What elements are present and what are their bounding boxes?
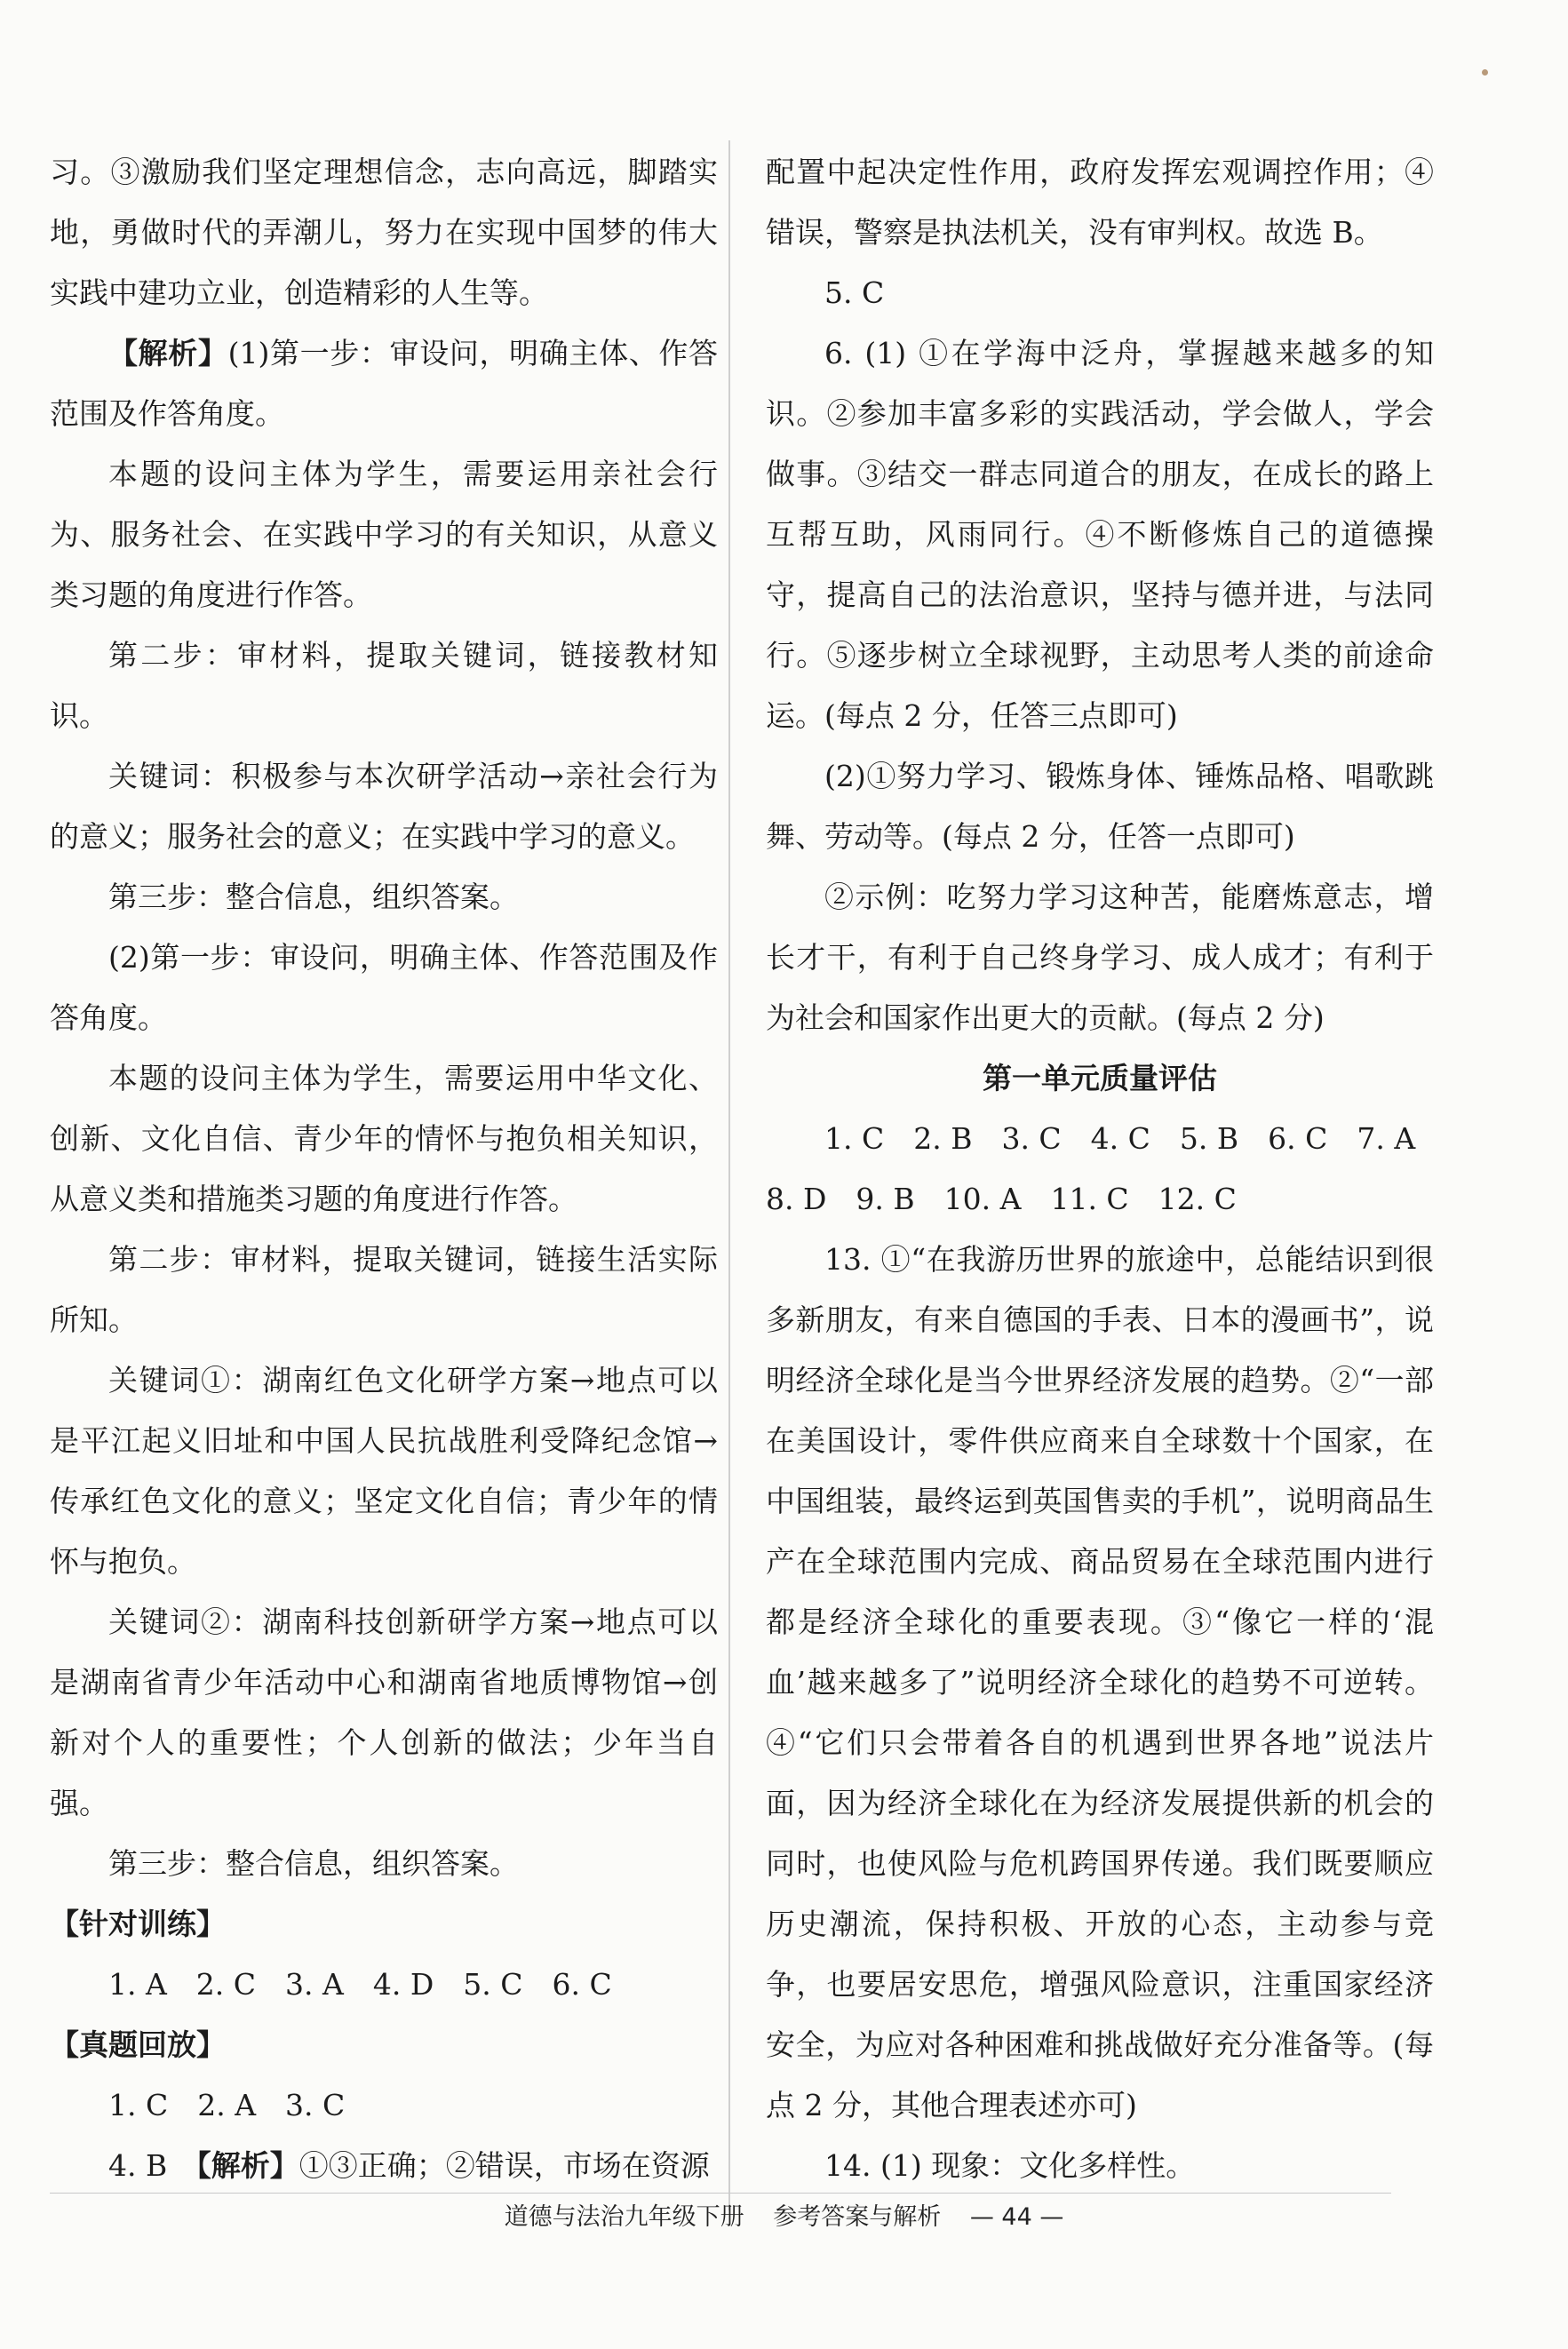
paragraph: (2)第一步：审设问，明确主体、作答范围及作答角度。 <box>50 940 718 1035</box>
analysis-label: 【解析】 <box>196 2148 299 2183</box>
paragraph: 第二步：审材料，提取关键词，链接教材知识。 <box>50 638 718 733</box>
footer-book-title: 道德与法治九年级下册 <box>504 2203 744 2231</box>
paragraph: 14. (1) 现象：文化多样性。 <box>824 2148 1196 2183</box>
paragraph: 关键词：积极参与本次研学活动→亲社会行为的意义；服务社会的意义；在实践中学习的意义。 <box>50 759 718 854</box>
paragraph: 第三步：整合信息，组织答案。 <box>108 880 519 914</box>
page-footer <box>0 2198 1568 2237</box>
paragraph: (2)①努力学习、锻炼身体、锤炼品格、唱歌跳舞、劳动等。(每点 2 分，任答一点即可) <box>766 759 1434 854</box>
analysis-text: ①③正确；②错误，市场在资源 <box>298 2148 710 2183</box>
answer-continuation: 习。③激励我们坚定理想信念，志向高远，脚踏实地，勇做时代的弄潮儿，努力在实现中国梦的伟大实践中建功立业，创造精彩的人生等。 <box>50 155 718 310</box>
paragraph: 本题的设问主体为学生，需要运用亲社会行为、服务社会、在实践中学习的有关知识，从意义类习题的角度进行作答。 <box>50 457 718 612</box>
paragraph: 13. ①“在我游历世界的旅途中，总能结识到很多新朋友，有来自德国的手表、日本的漫画书”，说明经济全球化是当今世界经济发展的趋势。②“一部在美国设计，零件供应商来自全球数十个国家，在中国组装，最终运到英国售卖的手机”，说明商品生产在全球范围内完成、商品贸易在全球范围内进行都是经济全球化的重要表现。③“像它一样的‘混血’越来越多了”说明经济全球化的趋势不可逆转。④“它们只会带着各自的机遇到世界各地”说法片面，因为经济全球化在为经济发展提供新的机会的同时，也使风险与危机跨国界传递。我们既要顺应历史潮流，保持积极、开放的心态，主动参与竞争，也要居安思危，增强风险意识，注重国家经济安全，为应对各种困难和挑战做好充分准备等。(每点 2 分，其他合理表述亦可) <box>766 1242 1434 2122</box>
paragraph: 关键词②：湖南科技创新研学方案→地点可以是湖南省青少年活动中心和湖南省地质博物馆→创新对个人的重要性；个人创新的做法；少年当自强。 <box>50 1604 718 1820</box>
paragraph: 第二步：审材料，提取关键词，链接生活实际所知。 <box>50 1242 718 1337</box>
paragraph: 本题的设问主体为学生，需要运用中华文化、创新、文化自信、青少年的情怀与抱负相关知识，从意义类和措施类习题的角度进行作答。 <box>50 1061 718 1216</box>
section-label-review: 【真题回放】 <box>50 2027 226 2062</box>
answer-number: 4. B <box>108 2148 197 2183</box>
answer-key: 1. C 2. B 3. C 4. C 5. B 6. C 7. A <box>824 1121 1416 1156</box>
paragraph: 6. (1) ①在学海中泛舟，掌握越来越多的知识。②参加丰富多彩的实践活动，学会做人，学会做事。③结交一群志同道合的朋友，在成长的路上互帮互助，风雨同行。④不断修炼自己的道德操守，提高自己的法治意识，坚持与德并进，与法同行。⑤逐步树立全球视野，主动思考人类的前途命运。(每点 2 分，任答三点即可) <box>766 336 1434 733</box>
paragraph: 第三步：整合信息，组织答案。 <box>108 1846 519 1881</box>
paragraph: 关键词①：湖南红色文化研学方案→地点可以是平江起义旧址和中国人民抗战胜利受降纪念馆→传承红色文化的意义；坚定文化自信；青少年的情怀与抱负。 <box>50 1363 718 1579</box>
section-label-training: 【针对训练】 <box>50 1907 226 1941</box>
footer-rule <box>50 2193 1391 2194</box>
analysis-paragraph <box>50 323 718 444</box>
footer-section: 参考答案与解析 <box>773 2203 942 2231</box>
answer-key: 1. C 2. A 3. C <box>108 2088 346 2122</box>
analysis-label: 【解析】 <box>108 336 228 370</box>
right-column <box>766 142 1434 2196</box>
answer-key: 5. C <box>824 275 885 310</box>
answer-key: 1. A 2. C 3. A 4. D 5. C 6. C <box>108 1967 612 2002</box>
analysis-continuation: 配置中起决定性作用，政府发挥宏观调控作用；④错误，警察是执法机关，没有审判权。故选 B。 <box>766 155 1434 250</box>
answer-with-analysis <box>50 2136 718 2196</box>
column-divider <box>728 140 730 2210</box>
analysis-text: (1)第一步：审设问，明确主体、作答范围及作答角度。 <box>50 336 719 431</box>
paper-speck <box>1482 69 1488 76</box>
paragraph: ②示例：吃努力学习这种苦，能磨炼意志，增长才干，有利于自己终身学习、成人成才；有利于为社会和国家作出更大的贡献。(每点 2 分) <box>766 880 1434 1035</box>
section-heading: 第一单元质量评估 <box>983 1061 1217 1095</box>
answer-key: 8. D 9. B 10. A 11. C 12. C <box>766 1182 1237 1216</box>
left-column <box>50 142 718 2196</box>
page-number: — 44 — <box>969 2203 1064 2231</box>
